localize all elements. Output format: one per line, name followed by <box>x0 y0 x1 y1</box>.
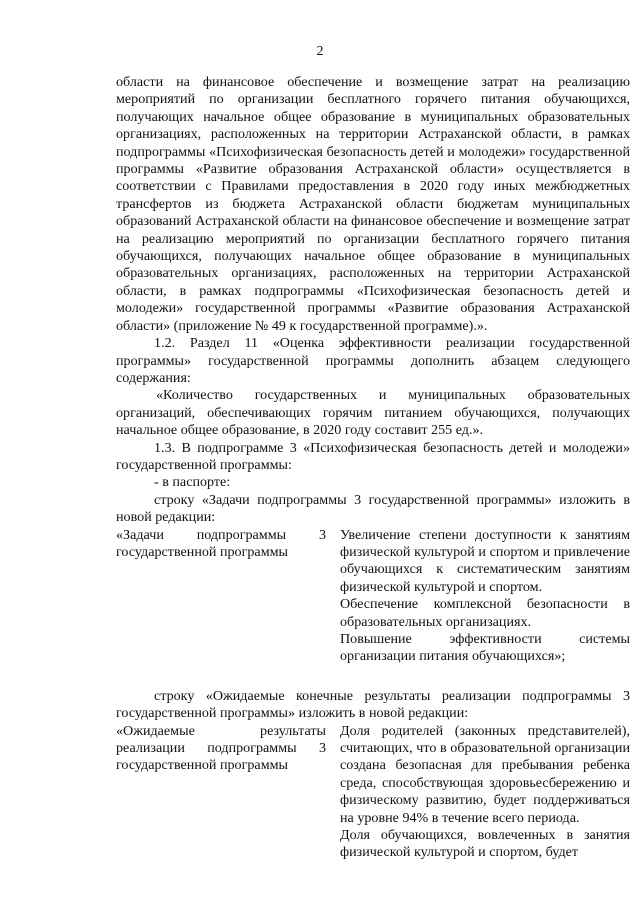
table-row-tasks <box>116 527 630 666</box>
task-item: Повышение эффективности системы организации питания обучающихся»; <box>340 631 630 665</box>
document-body <box>116 74 630 862</box>
table-row-results <box>116 723 630 862</box>
result-item: Доля родителей (законных представителей), считающих, что в образовательной организации создана безопасная для пребывания ребенка среда, способствующая здоровьесбережению и физическому развитию, будет поддерживаться на уровне 94% в течение всего периода. <box>340 722 630 826</box>
paragraph-continuation: области на финансовое обеспечение и возмещение затрат на реализацию мероприятий по организации бесплатного горячего питания обучающихся, получающих начальное общее образование в муниципальных образовательных организациях, расположенных на территории Астраханской области, в рамках подпрограммы «Психофизическая безопасность детей и молодежи» государственной программы «Развитие образования Астраханской области» осуществляется в соответствии с Правилами предоставления в 2020 году иных межбюджетных трансфертов из бюджета Астраханской области бюджетам муниципальных образований Астраханской области на финансовое обеспечение и возмещение затрат на реализацию мероприятий по организации бесплатного горячего питания обучающихся, получающих начальное общее образование в муниципальных образовательных организациях, расположенных на территории Астраханской области, в рамках подпрограммы «Психофизическая безопасность детей и молодежи» государственной программы «Развитие образования Астраханской области» (приложение № 49 к государственной программе).». <box>116 74 630 334</box>
task-item: Обеспечение комплексной безопасности в образовательных организациях. <box>340 596 630 630</box>
spacer <box>116 666 630 688</box>
paragraph-quote-count: «Количество государственных и муниципальных образовательных организаций, обеспечивающих горячим питанием обучающихся, получающих начальное общее образование, в 2020 году составит 255 ед.». <box>116 387 630 439</box>
page-number: 2 <box>316 44 324 59</box>
row-value-results <box>340 723 630 862</box>
paragraph-section-1-3: 1.3. В подпрограмме 3 «Психофизическая безопасность детей и молодежи» государственной программы: <box>116 439 630 473</box>
paragraph-section-1-2: 1.2. Раздел 11 «Оценка эффективности реализации государственной программы» государственной программы дополнить абзацем следующего содержания: <box>116 335 630 386</box>
row-label-tasks: «Задачи подпрограммы 3 государственной программы <box>116 526 326 560</box>
paragraph-results-intro: строку «Ожидаемые конечные результаты реализации подпрограммы 3 государственной программы» изложить в новой редакции: <box>116 687 630 722</box>
paragraph-passport: - в паспорте: <box>154 474 231 491</box>
row-label-results: «Ожидаемые результаты реализации подпрограммы 3 государственной программы <box>116 722 326 774</box>
paragraph-tasks-intro: строку «Задачи подпрограммы 3 государственной программы» изложить в новой редакции: <box>116 491 630 526</box>
row-value-tasks <box>340 527 630 666</box>
task-item: Увеличение степени доступности к занятиям физической культурой и спортом и привлечение обучающихся к систематическим занятиям физической культурой и спортом. <box>340 526 630 595</box>
result-item: Доля обучающихся, вовлеченных в занятия физической культурой и спортом, будет <box>340 827 630 861</box>
